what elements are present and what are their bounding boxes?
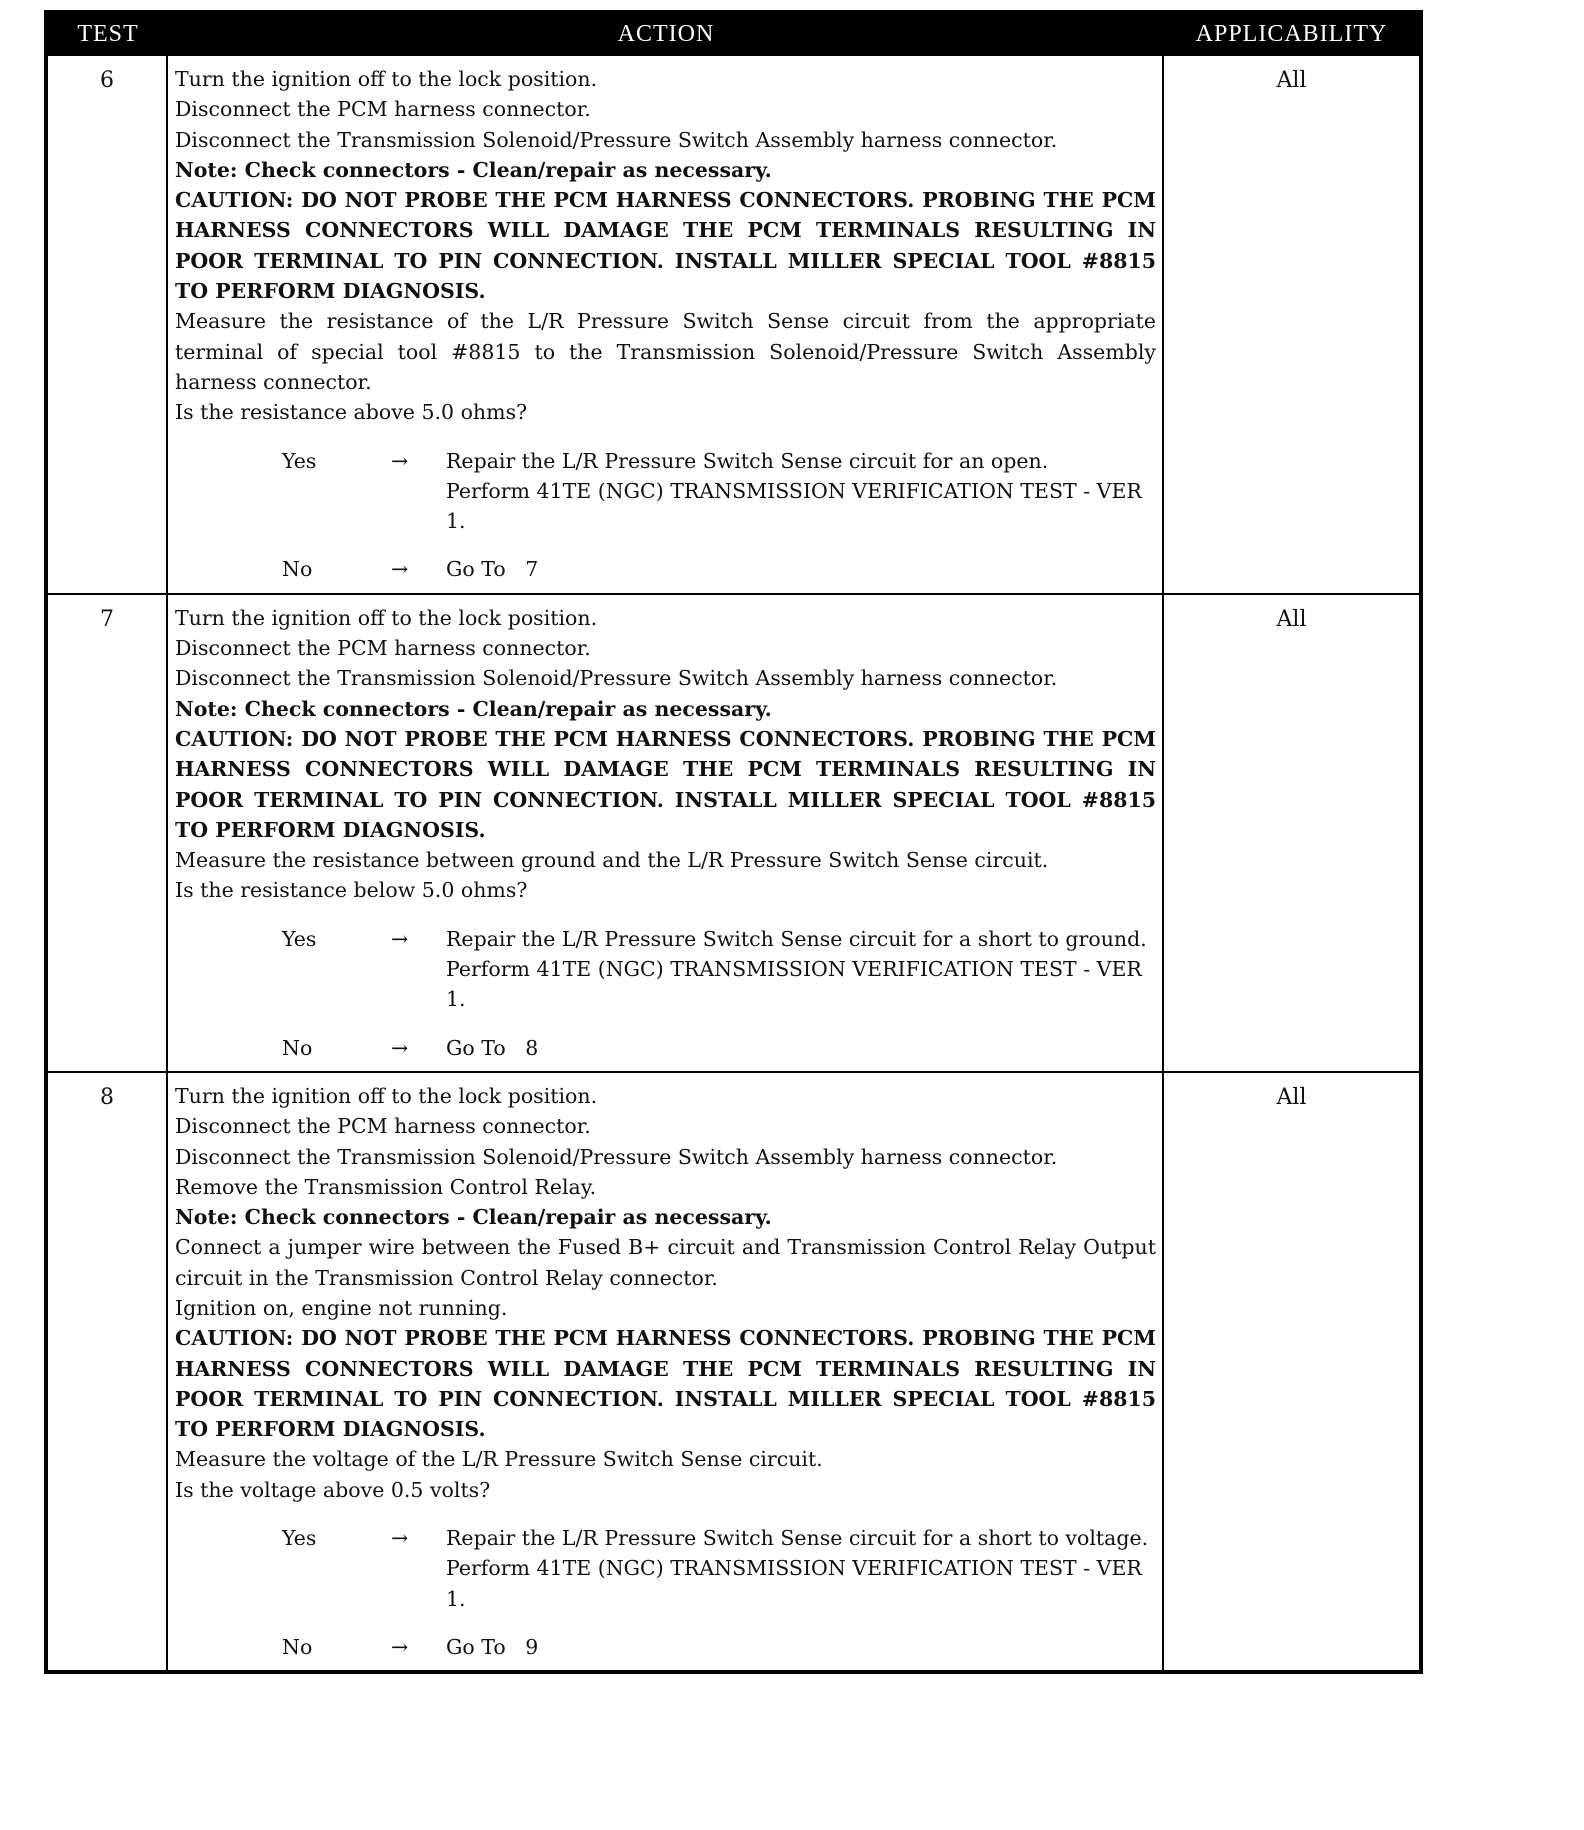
header-action: ACTION xyxy=(617,20,715,47)
yes-answer xyxy=(175,924,1156,1015)
diagnostic-table xyxy=(44,10,1423,1674)
table-row xyxy=(48,1071,1419,1670)
action-step: Ignition on, engine not running. xyxy=(175,1295,508,1320)
yes-label: Yes xyxy=(282,926,317,951)
no-action: Go To 8 xyxy=(446,1035,539,1060)
arrow-icon: → xyxy=(391,448,409,473)
action-step: Disconnect the Transmission Solenoid/Pressure Switch Assembly harness connector. xyxy=(175,666,1058,691)
no-action: Go To 9 xyxy=(446,1634,539,1659)
action-step: Disconnect the PCM harness connector. xyxy=(175,1114,591,1139)
yes-action: Repair the L/R Pressure Switch Sense circuit for a short to ground. xyxy=(446,926,1147,951)
header-test: TEST xyxy=(77,20,139,47)
action-step: Measure the voltage of the L/R Pressure Switch Sense circuit. xyxy=(175,1447,823,1472)
yes-action: Repair the L/R Pressure Switch Sense circuit for a short to voltage. xyxy=(446,1526,1149,1551)
applicability-value: All xyxy=(1276,606,1307,632)
action-step: Turn the ignition off to the lock position. xyxy=(175,605,598,630)
action-step: Measure the resistance of the L/R Pressure Switch Sense circuit from the appropriate terminal of special tool #8815 to the Transmission Solenoid/Pressure Switch Assembly harness connector. xyxy=(175,309,1156,394)
note-text: Note: Check connectors - Clean/repair as necessary. xyxy=(175,1205,772,1230)
action-cell xyxy=(168,56,1164,593)
yes-answer xyxy=(175,446,1156,537)
caution-text: CAUTION: DO NOT PROBE THE PCM HARNESS CONNECTORS. PROBING THE PCM HARNESS CONNECTORS WILL DAMAGE THE PCM TERMINALS RESULTING IN POOR TERMINAL TO PIN CONNECTION. INSTALL MILLER SPECIAL TOOL #8815 TO PERFORM DIAGNOSIS. xyxy=(175,726,1156,842)
test-number: 7 xyxy=(48,595,168,1071)
question-text: Is the voltage above 0.5 volts? xyxy=(175,1477,491,1502)
caution-text: CAUTION: DO NOT PROBE THE PCM HARNESS CONNECTORS. PROBING THE PCM HARNESS CONNECTORS WILL DAMAGE THE PCM TERMINALS RESULTING IN POOR TERMINAL TO PIN CONNECTION. INSTALL MILLER SPECIAL TOOL #8815 TO PERFORM DIAGNOSIS. xyxy=(175,1326,1156,1442)
question-text: Is the resistance below 5.0 ohms? xyxy=(175,878,528,903)
action-cell xyxy=(168,595,1164,1071)
arrow-icon: → xyxy=(391,1634,409,1659)
action-step: Connect a jumper wire between the Fused B+ circuit and Transmission Control Relay Output circuit in the Transmission Control Relay connector. xyxy=(175,1235,1156,1290)
no-action: Go To 7 xyxy=(446,557,539,582)
action-cell xyxy=(168,1073,1164,1670)
action-step: Disconnect the Transmission Solenoid/Pressure Switch Assembly harness connector. xyxy=(175,127,1058,152)
yes-perform: Perform 41TE (NGC) TRANSMISSION VERIFICATION TEST - VER 1. xyxy=(446,1556,1142,1611)
action-step: Turn the ignition off to the lock position. xyxy=(175,1083,598,1108)
yes-perform: Perform 41TE (NGC) TRANSMISSION VERIFICATION TEST - VER 1. xyxy=(446,478,1142,534)
arrow-icon: → xyxy=(391,557,409,582)
no-answer xyxy=(175,554,1156,584)
yes-answer xyxy=(175,1523,1156,1614)
arrow-icon: → xyxy=(391,1035,409,1060)
action-step: Disconnect the PCM harness connector. xyxy=(175,97,591,122)
applicability-value: All xyxy=(1276,1084,1307,1110)
table-row xyxy=(48,54,1419,593)
no-answer xyxy=(175,1632,1156,1662)
header-applicability: APPLICABILITY xyxy=(1195,20,1388,47)
yes-label: Yes xyxy=(282,448,317,473)
no-answer xyxy=(175,1033,1156,1063)
table-header xyxy=(48,14,1419,54)
yes-perform: Perform 41TE (NGC) TRANSMISSION VERIFICATION TEST - VER 1. xyxy=(446,957,1142,1012)
yes-label: Yes xyxy=(282,1526,317,1551)
caution-text: CAUTION: DO NOT PROBE THE PCM HARNESS CONNECTORS. PROBING THE PCM HARNESS CONNECTORS WILL DAMAGE THE PCM TERMINALS RESULTING IN POOR TERMINAL TO PIN CONNECTION. INSTALL MILLER SPECIAL TOOL #8815 TO PERFORM DIAGNOSIS. xyxy=(175,188,1156,304)
arrow-icon: → xyxy=(391,1526,409,1551)
test-number: 6 xyxy=(48,56,168,593)
question-text: Is the resistance above 5.0 ohms? xyxy=(175,400,528,425)
no-label: No xyxy=(282,1035,313,1060)
table-row xyxy=(48,593,1419,1071)
yes-action: Repair the L/R Pressure Switch Sense circuit for an open. xyxy=(446,448,1049,473)
test-number: 8 xyxy=(48,1073,168,1670)
action-step: Disconnect the Transmission Solenoid/Pressure Switch Assembly harness connector. xyxy=(175,1144,1058,1169)
no-label: No xyxy=(282,1634,313,1659)
note-text: Note: Check connectors - Clean/repair as necessary. xyxy=(175,696,772,721)
action-step: Remove the Transmission Control Relay. xyxy=(175,1174,597,1199)
arrow-icon: → xyxy=(391,926,409,951)
note-text: Note: Check connectors - Clean/repair as necessary. xyxy=(175,157,772,182)
action-step: Disconnect the PCM harness connector. xyxy=(175,636,591,661)
no-label: No xyxy=(282,557,313,582)
action-step: Turn the ignition off to the lock position. xyxy=(175,67,598,91)
action-step: Measure the resistance between ground and the L/R Pressure Switch Sense circuit. xyxy=(175,848,1049,873)
applicability-value: All xyxy=(1276,68,1307,93)
